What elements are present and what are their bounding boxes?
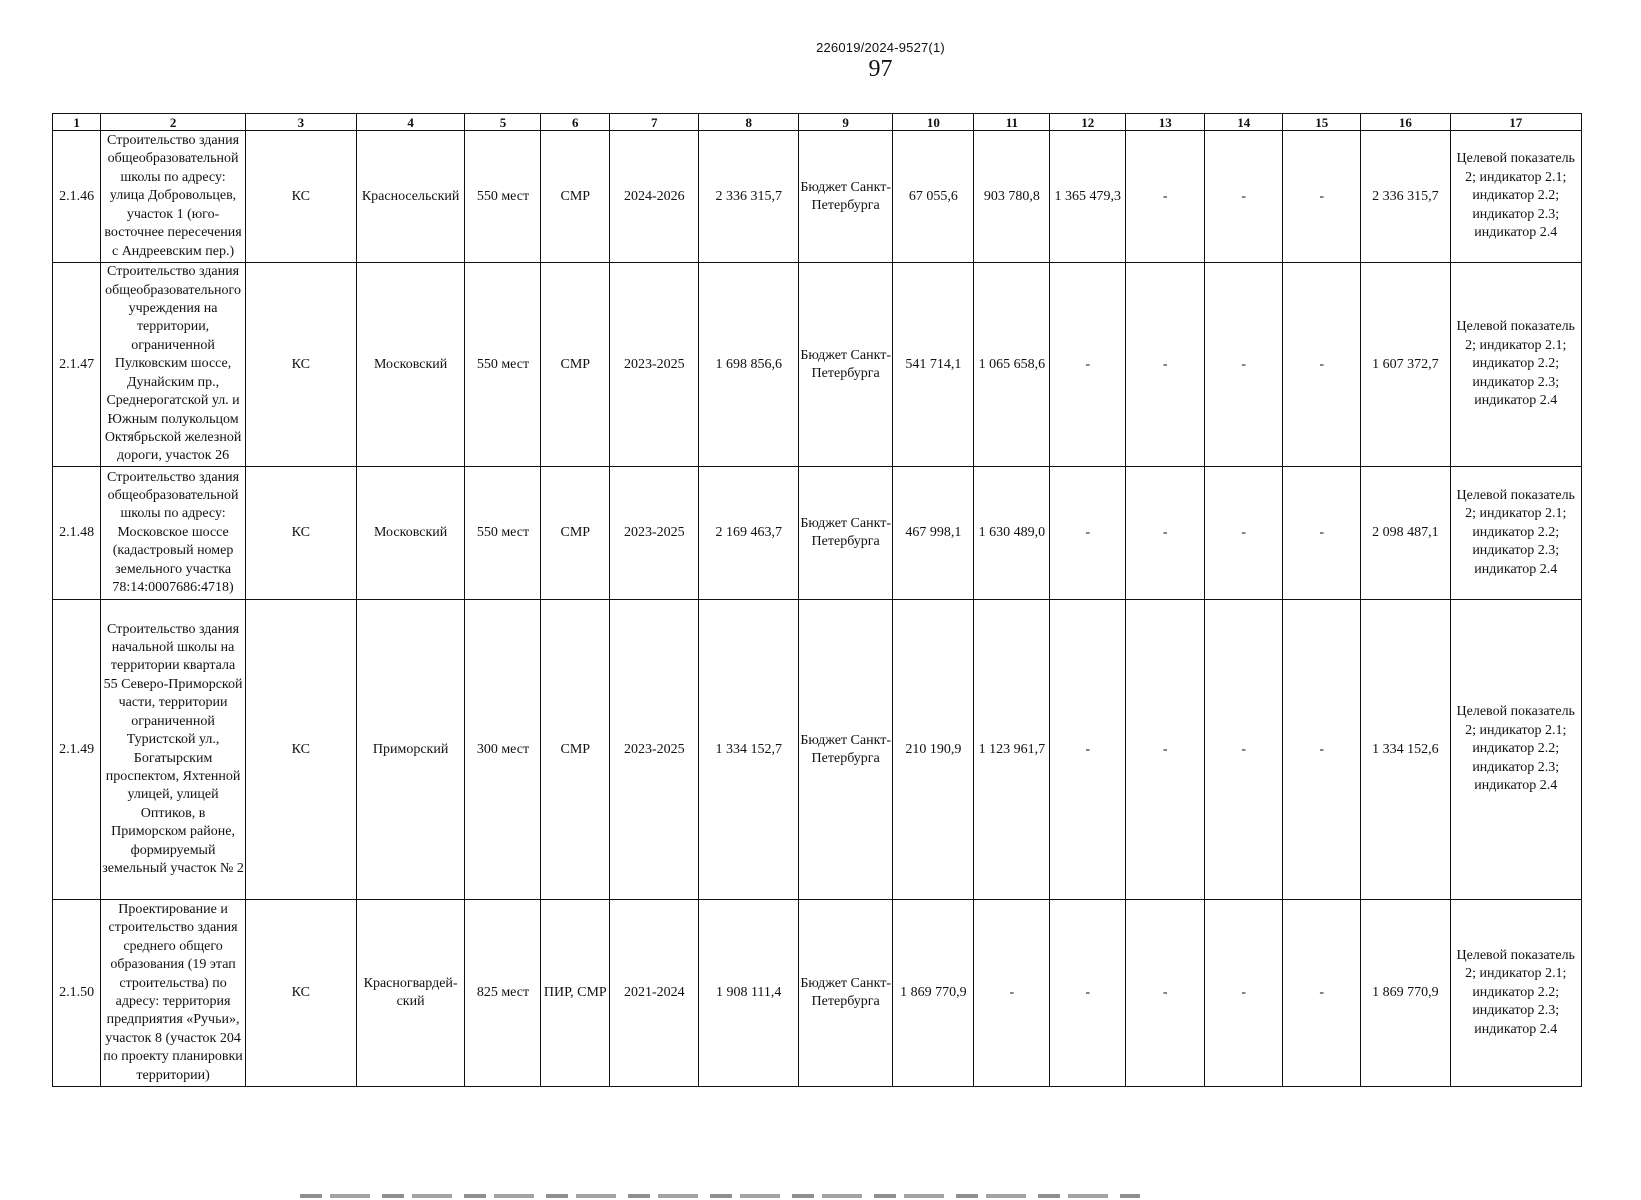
indicators-cell: Целевой показатель 2; индикатор 2.1; индикатор 2.2; индикатор 2.3; индикатор 2.4 (1450, 131, 1582, 263)
amount-cell: - (1126, 467, 1205, 600)
row-number-cell: 2.1.47 (53, 263, 101, 467)
amount-cell: - (1050, 467, 1126, 600)
amount-cell: - (1050, 900, 1126, 1087)
column-header: 12 (1050, 114, 1126, 131)
indicators-cell: Целевой показатель 2; индикатор 2.1; индикатор 2.2; индикатор 2.3; индикатор 2.4 (1450, 263, 1582, 467)
period-cell: 2021-2024 (610, 900, 699, 1087)
row-number-cell: 2.1.46 (53, 131, 101, 263)
capacity-cell: 550 мест (465, 131, 541, 263)
total-cell: 1 334 152,6 (1361, 600, 1450, 900)
amount-cell: - (1205, 131, 1283, 263)
table-row (53, 131, 1582, 263)
capacity-cell: 300 мест (465, 600, 541, 900)
type-cell: КС (245, 467, 356, 600)
column-header: 3 (245, 114, 356, 131)
amount-cell: 903 780,8 (974, 131, 1050, 263)
amount-cell: - (1283, 600, 1361, 900)
total-cell: 2 098 487,1 (1361, 467, 1450, 600)
cost-cell: 1 334 152,7 (699, 600, 799, 900)
amount-cell: - (1205, 467, 1283, 600)
type-cell: КС (245, 131, 356, 263)
amount-cell: 67 055,6 (893, 131, 974, 263)
amount-cell: 467 998,1 (893, 467, 974, 600)
stage-cell: СМР (541, 263, 610, 467)
column-number-row (53, 114, 1582, 131)
indicators-cell: Целевой показатель 2; индикатор 2.1; индикатор 2.2; индикатор 2.3; индикатор 2.4 (1450, 900, 1582, 1087)
total-cell: 1 607 372,7 (1361, 263, 1450, 467)
indicators-cell: Целевой показатель 2; индикатор 2.1; индикатор 2.2; индикатор 2.3; индикатор 2.4 (1450, 600, 1582, 900)
stage-cell: ПИР, СМР (541, 900, 610, 1087)
amount-cell: - (1205, 600, 1283, 900)
program-activities-table (52, 113, 1582, 1087)
amount-cell: 1 065 658,6 (974, 263, 1050, 467)
period-cell: 2023-2025 (610, 600, 699, 900)
stage-cell: СМР (541, 600, 610, 900)
amount-cell: - (1283, 131, 1361, 263)
funding-source-cell: Бюджет Санкт-Петербурга (798, 900, 892, 1087)
district-cell: Московский (356, 263, 465, 467)
amount-cell: - (1050, 263, 1126, 467)
amount-cell: 1 869 770,9 (893, 900, 974, 1087)
column-header: 13 (1126, 114, 1205, 131)
column-header: 14 (1205, 114, 1283, 131)
capacity-cell: 825 мест (465, 900, 541, 1087)
column-header: 15 (1283, 114, 1361, 131)
document-registration-number: 226019/2024-9527(1) (816, 40, 945, 55)
funding-source-cell: Бюджет Санкт-Петербурга (798, 263, 892, 467)
column-header: 10 (893, 114, 974, 131)
column-header: 17 (1450, 114, 1582, 131)
page-number: 97 (868, 56, 893, 82)
amount-cell: 541 714,1 (893, 263, 974, 467)
row-number-cell: 2.1.48 (53, 467, 101, 600)
cost-cell: 2 169 463,7 (699, 467, 799, 600)
capacity-cell: 550 мест (465, 467, 541, 600)
column-header: 5 (465, 114, 541, 131)
amount-cell: - (1126, 263, 1205, 467)
amount-cell: 1 123 961,7 (974, 600, 1050, 900)
object-name-cell: Строительство здания начальной школы на территории квартала 55 Северо-Приморской части, территории ограниченной Туристской ул., Богатырским проспектом, Яхтенной улицей, улицей Оптиков, в Приморском районе, формируемый земельный участок № 2 (101, 600, 246, 900)
stage-cell: СМР (541, 131, 610, 263)
object-name-cell: Строительство здания общеобразовательного учреждения на территории, ограниченной Пулковским шоссе, Дунайским пр., Среднерогатской ул. и Южным полукольцом Октябрьской железной дороги, участок 26 (101, 263, 246, 467)
type-cell: КС (245, 900, 356, 1087)
cost-cell: 1 908 111,4 (699, 900, 799, 1087)
total-cell: 1 869 770,9 (1361, 900, 1450, 1087)
table-row (53, 600, 1582, 900)
type-cell: КС (245, 600, 356, 900)
amount-cell: 1 365 479,3 (1050, 131, 1126, 263)
table-row (53, 900, 1582, 1087)
type-cell: КС (245, 263, 356, 467)
period-cell: 2023-2025 (610, 467, 699, 600)
row-number-cell: 2.1.49 (53, 600, 101, 900)
funding-source-cell: Бюджет Санкт-Петербурга (798, 467, 892, 600)
row-number-cell: 2.1.50 (53, 900, 101, 1087)
amount-cell: - (1126, 600, 1205, 900)
amount-cell: - (1205, 900, 1283, 1087)
district-cell: Красносельский (356, 131, 465, 263)
table-row (53, 467, 1582, 600)
stage-cell: СМР (541, 467, 610, 600)
amount-cell: - (1050, 600, 1126, 900)
amount-cell: - (1283, 263, 1361, 467)
column-header: 8 (699, 114, 799, 131)
funding-source-cell: Бюджет Санкт-Петербурга (798, 600, 892, 900)
column-header: 7 (610, 114, 699, 131)
funding-source-cell: Бюджет Санкт-Петербурга (798, 131, 892, 263)
indicators-cell: Целевой показатель 2; индикатор 2.1; индикатор 2.2; индикатор 2.3; индикатор 2.4 (1450, 467, 1582, 600)
cost-cell: 2 336 315,7 (699, 131, 799, 263)
column-header: 11 (974, 114, 1050, 131)
column-header: 16 (1361, 114, 1450, 131)
object-name-cell: Строительство здания общеобразовательной школы по адресу: улица Добровольцев, участок 1 (юго-восточнее пересечения с Андреевским пер.) (101, 131, 246, 263)
capacity-cell: 550 мест (465, 263, 541, 467)
period-cell: 2023-2025 (610, 263, 699, 467)
total-cell: 2 336 315,7 (1361, 131, 1450, 263)
district-cell: Московский (356, 467, 465, 600)
table-row (53, 263, 1582, 467)
cost-cell: 1 698 856,6 (699, 263, 799, 467)
column-header: 4 (356, 114, 465, 131)
amount-cell: - (1126, 131, 1205, 263)
object-name-cell: Проектирование и строительство здания среднего общего образования (19 этап строительства) по адресу: территория предприятия «Ручьи», участок 8 (участок 204 по проекту планировки территории) (101, 900, 246, 1087)
amount-cell: 210 190,9 (893, 600, 974, 900)
column-header: 1 (53, 114, 101, 131)
amount-cell: 1 630 489,0 (974, 467, 1050, 600)
amount-cell: - (1126, 900, 1205, 1087)
column-header: 2 (101, 114, 246, 131)
amount-cell: - (1283, 467, 1361, 600)
scan-artifact-line (300, 1194, 1140, 1198)
district-cell: Приморский (356, 600, 465, 900)
amount-cell: - (974, 900, 1050, 1087)
amount-cell: - (1283, 900, 1361, 1087)
column-header: 9 (798, 114, 892, 131)
object-name-cell: Строительство здания общеобразовательной школы по адресу: Московское шоссе (кадастровый номер земельного участка 78:14:0007686:4718) (101, 467, 246, 600)
period-cell: 2024-2026 (610, 131, 699, 263)
amount-cell: - (1205, 263, 1283, 467)
column-header: 6 (541, 114, 610, 131)
district-cell: Красногвардей-ский (356, 900, 465, 1087)
